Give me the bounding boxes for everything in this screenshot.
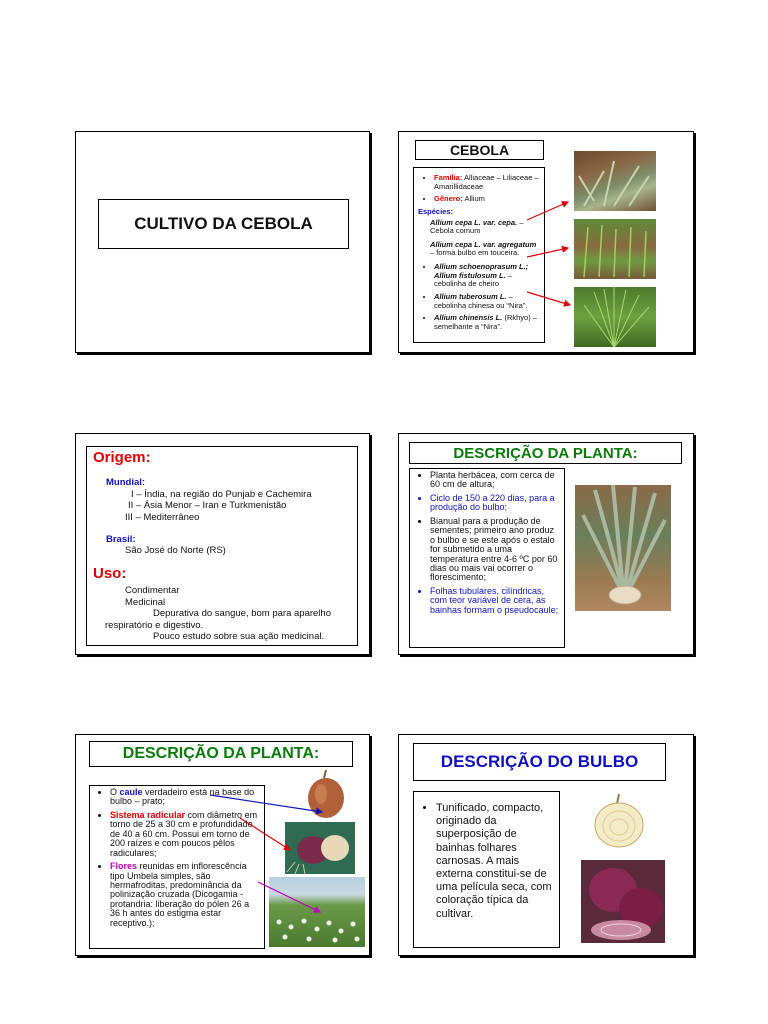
s4-bullet-1: • Planta herbácea, com cerca de 60 cm de altura; (430, 471, 560, 490)
familia-value: Alliaceae – Liliaceae – Amarillidaceae (434, 173, 539, 191)
species-1-name: Allium cepa L. var. cepa. (430, 217, 518, 227)
species-2-desc: – forma bulbo em touceira. (430, 248, 520, 258)
s5-b1-pre: O (110, 787, 120, 797)
species-5-name: Allium chinensis L. (434, 313, 503, 323)
species-4-desc: – cebolinha chinesa ou “Nira”. (434, 291, 528, 310)
arrow-tuberosum (527, 292, 570, 305)
familia-label: Família: (434, 173, 463, 182)
slide-6-title: DESCRIÇÃO DO BULBO (440, 752, 639, 771)
arrow-radicular (240, 818, 290, 850)
s5-b3-key: Flores (110, 861, 138, 872)
species-1-desc: – Cebola comum (430, 217, 524, 236)
brasil-label: Brasil: (106, 533, 136, 545)
mundial-label: Mundial: (106, 477, 146, 489)
uso-2: Medicinal (125, 596, 166, 608)
species-3-name: Allium schoenoprasum L.; Allium fistulosum L. (434, 262, 529, 280)
s5-b1-key: caule (119, 787, 143, 797)
s6-bullet-1: • Tunificado, compacto, originado da superposição de bainhas folhares carnosas. A mais externa constitui-se de uma película seca, com coloração típica da cultivar. (436, 802, 553, 921)
arrow-flores (258, 882, 320, 912)
arrow-cepa (527, 202, 568, 220)
genero-label: Gênero: (434, 194, 463, 204)
species-3-desc: – cebolinha de cheiro (434, 270, 512, 289)
s5-b2-key: Sistema radicular (110, 809, 186, 820)
slide-1-title: CULTIVO DA CEBOLA (134, 214, 313, 233)
mundial-1: I – Índia, na região do Punjab e Cachemira (131, 488, 312, 500)
uso-1: Condimentar (125, 585, 180, 597)
uso-4: Pouco estudo sobre sua ação medicinal. (153, 631, 325, 643)
arrow-caule (210, 795, 322, 812)
s4-bullet-2: • Ciclo de 150 a 220 dias, para a produção do bulbo; (430, 494, 560, 513)
slide-5-title: DESCRIÇÃO DA PLANTA: (122, 745, 320, 762)
uso-title: Uso: (93, 564, 127, 582)
origem-title: Origem: (93, 449, 151, 466)
especies-label: Espécies: (418, 206, 454, 216)
mundial-2: II – Ásia Menor – Iran e Turkmenistão (128, 500, 287, 512)
uso-3: Depurativa do sangue, bom para aparelho respiratório e digestivo. (105, 608, 331, 631)
s4-bullet-3: • Bianual para a produção de sementes; primeiro ano produz o bulbo e se este após o estalo for submetido a uma temperatura entre 4-6 ºC por 60 dias ou mais vai ocorrer o florescimento; (430, 517, 560, 583)
genero-value: Allium (464, 194, 485, 204)
arrow-schoenoprasum (527, 248, 568, 257)
species-4-name: Allium tuberosum L. (434, 291, 507, 301)
slide-2-title: CEBOLA (449, 142, 510, 158)
s5-b2-post: com diâmetro em torno de 25 a 30 cm e profundidade de 40 a 60 cm. Possui em torno de 200 raízes e com poucos pêlos radiculares; (110, 809, 258, 858)
s5-b1-post: verdadeiro está na base do bulbo – prato; (110, 787, 255, 807)
species-5-desc: (Rkhyo) – semelhante a “Nira”. (434, 313, 537, 331)
slide-4-title: DESCRIÇÃO DA PLANTA: (453, 444, 638, 462)
brasil-1: São José do Norte (RS) (125, 545, 226, 557)
species-2-name: Allium cepa L. var. agregatum (430, 239, 537, 249)
s4-bullet-4: • Folhas tubulares, cilíndricas, com teor variável de cera, as bainhas formam o pseudocaule; (430, 587, 560, 615)
s5-b3-post: reunidas em inflorescência tipo Umbela simples, são hermafroditas, predominância da polinização cruzada (Dicogamia - protandria: liberação do pólen 26 a 36 h antes do estigma estar receptivo.); (110, 861, 250, 928)
mundial-3: III – Mediterrâneo (125, 512, 200, 524)
